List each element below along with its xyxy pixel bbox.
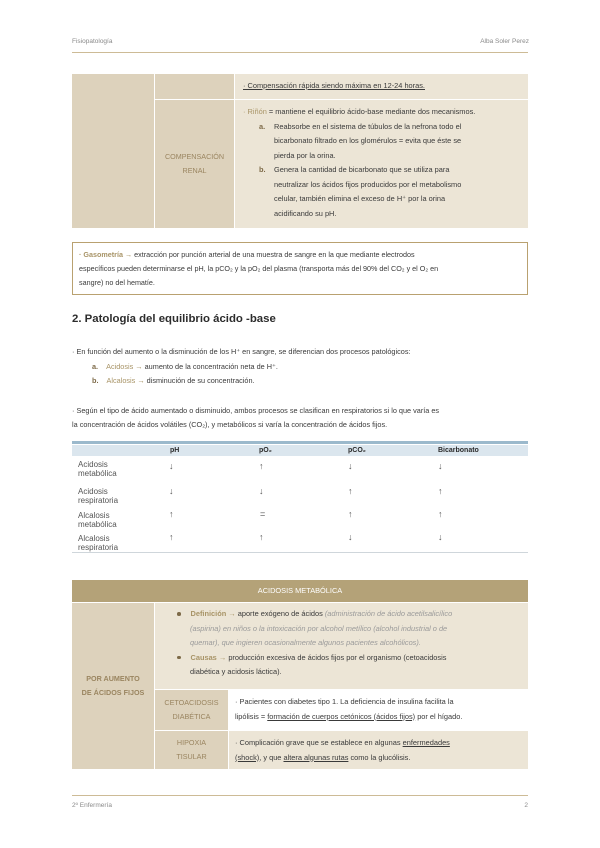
intro-item-b-marker: b. (92, 376, 99, 385)
row1-bicarb: ↓ (438, 461, 443, 471)
header-po2: pO₂ (259, 447, 272, 454)
renal-item-b-line1: Genera la cantidad de bicarbonato que se utiliza para (274, 165, 450, 174)
intro-line: · En función del aumento o la disminución de los H⁺ en sangre, se diferencian dos procesos patológicos: (72, 347, 411, 356)
causas-line2: diabética y acidosis láctica). (190, 667, 282, 676)
row1-label (78, 461, 117, 478)
row4-label (78, 535, 118, 552)
row4-ph: ↑ (169, 532, 174, 542)
renal-label-line2: RENAL (182, 166, 207, 175)
renal-table-empty-cell (155, 74, 234, 99)
row4-label-line1: Alcalosis (78, 534, 110, 543)
row2-po2: ↓ (259, 486, 264, 496)
renal-table-left-column (72, 74, 154, 228)
renal-item-b-line2: neutralizar los ácidos fijos producidos por el metabolismo (274, 179, 462, 189)
gasometria-box (72, 242, 528, 295)
row3-label (78, 512, 117, 529)
intro-item-a-marker: a. (92, 362, 99, 371)
definicion-italic-2: (aspirina) en niños o la intoxicación por alcohol metílico (alcohol industrial o de (190, 623, 448, 633)
header-bicarbonato: Bicarbonato (438, 447, 479, 454)
row3-label-line1: Alcalosis (78, 511, 110, 520)
row1-pco2: ↓ (348, 461, 353, 471)
row3-bicarb: ↑ (438, 509, 443, 519)
definicion-italic-3: quemar), que ingieren ocasionalmente algunos pacientes alcohólicos). (190, 638, 421, 647)
causas-line1: producción excesiva de ácidos fijos por el organismo (cetoacidosis (228, 652, 447, 662)
hipoxia-label (155, 731, 228, 769)
acidosis-title: ACIDOSIS METABÓLICA (72, 580, 528, 602)
hipoxia-label-line1: HIPOXIA (176, 737, 207, 747)
row3-label-line2: metabólica (78, 519, 117, 529)
row3-pco2: ↑ (348, 509, 353, 519)
row1-ph: ↓ (169, 461, 174, 471)
cetoacidosis-content (229, 690, 528, 730)
hipoxia-u2: (shock) (235, 752, 260, 762)
footer-left: 2º Enfermería (72, 802, 112, 809)
row2-label-line2: respiratoria (78, 495, 119, 505)
hipoxia-u3: altera algunas rutas (283, 752, 349, 762)
definicion-italic-1: (administración de ácido acetilsalicílico (324, 609, 453, 618)
intro-item-a (92, 360, 278, 374)
acid-base-table (72, 441, 528, 579)
row2-label-line1: Acidosis (78, 487, 108, 496)
row1-label-line1: Acidosis (78, 460, 108, 469)
acidosis-content (155, 603, 528, 689)
bullet-icon (177, 656, 181, 660)
footer-rule (72, 795, 528, 796)
row2-ph: ↓ (169, 486, 174, 496)
intro-item-b (92, 374, 255, 388)
renal-item-a-line3: pierda por la orina. (274, 150, 336, 160)
renal-content (235, 100, 528, 228)
renal-item-a-marker: a. (259, 121, 266, 131)
renal-label-line1: COMPENSACIÓN (164, 151, 225, 161)
row4-bicarb: ↓ (438, 532, 443, 542)
renal-item-a (243, 120, 520, 164)
acidosis-row-label-line2: DE ÁCIDOS FIJOS (81, 688, 145, 697)
row4-label-line2: respiratoria (78, 542, 119, 552)
acidosis-term: Acidosis → (106, 362, 143, 371)
header-pco2: pCO₂ (348, 447, 366, 454)
section-title: 2. Patología del equilibrio ácido -base (72, 313, 276, 325)
page-number: 2 (524, 802, 528, 809)
renal-first-row-text: · Compensación rápida siendo máxima en 12-24 horas. (243, 81, 425, 90)
hipoxia-u1: enfermedades (402, 738, 450, 747)
renal-item-b-line4: acidificando su pH. (274, 208, 337, 218)
definicion-text: aporte exógeno de ácidos (235, 609, 325, 618)
alcalosis-text: disminución de su concentración. (144, 376, 255, 385)
cetoacidosis-line2a: lipólisis = (235, 711, 268, 721)
arrow-icon: → (122, 250, 135, 259)
row1-po2: ↑ (259, 461, 264, 471)
table-top-border (72, 441, 528, 444)
acidosis-row-label-line1: POR AUMENTO (86, 673, 140, 683)
gasometria-line3: sangre) no del hematíe. (79, 278, 155, 287)
classification-line2: la concentración de ácidos volátiles (CO₂), y metabólicos si varía la concentración de ácidos fijos. (72, 420, 388, 429)
bullet-icon (177, 612, 181, 616)
classification-line1: · Según el tipo de ácido aumentado o disminuido, ambos procesos se clasifican en respiratorios si lo que varía es (72, 406, 440, 415)
hipoxia-text-b: , y que (259, 752, 284, 762)
renal-first-row (235, 74, 528, 99)
cetoacidosis-label-line1: CETOACIDOSIS (164, 697, 219, 707)
alcalosis-term: Alcalosis → (106, 376, 145, 385)
gasometria-line1: extracción por punción arterial de una muestra de sangre en la que mediante electrodos (134, 250, 415, 259)
cetoacidosis-label (155, 690, 228, 730)
header-right: Alba Soler Perez (480, 38, 529, 45)
row3-ph: ↑ (169, 509, 174, 519)
hipoxia-label-line2: TISULAR (176, 752, 207, 761)
renal-label (155, 100, 234, 228)
cetoacidosis-line2u: formación de cuerpos cetónicos (ácidos fijos) (267, 711, 416, 721)
gasometria-line2: específicos pueden determinarse el pH, la pCO₂ y la pO₂ del plasma (transporta más del 90% del CO₂ y el O₂ en (79, 264, 439, 273)
row3-po2: = (260, 509, 266, 519)
hipoxia-text-c: como la glucólisis. (348, 752, 411, 762)
acidosis-text: aumento de la concentración neta de H⁺. (142, 362, 278, 371)
renal-item-b (243, 163, 520, 221)
row4-po2: ↑ (259, 532, 264, 542)
hipoxia-text-a: · Complicación grave que se establece en algunas (235, 738, 403, 747)
table-bottom-border (72, 552, 528, 553)
gasometria-label: · Gasometría (79, 250, 123, 259)
header-rule (72, 52, 528, 53)
renal-item-a-line2: bicarbonato filtrado en los glomérulos = evita que éste se (274, 136, 462, 145)
causas-label: Causas → (190, 652, 227, 662)
header-left: Fisiopatología (72, 38, 113, 45)
renal-item-b-marker: b. (259, 165, 266, 174)
header-ph: pH (170, 447, 180, 454)
row4-pco2: ↓ (348, 532, 353, 542)
row2-label (78, 488, 118, 505)
rinon-label: · Riñón (243, 107, 267, 116)
cetoacidosis-line2b: por el hígado. (415, 711, 463, 721)
renal-item-b-line3: celular, también elimina el exceso de H⁺ por la orina (274, 194, 446, 203)
row2-bicarb: ↑ (438, 486, 443, 496)
definicion-label: Definición → (190, 609, 236, 618)
cetoacidosis-label-line2: DIABÉTICA (172, 712, 211, 721)
rinon-text: = mantiene el equilibrio ácido-base mediante dos mecanismos. (266, 107, 476, 116)
renal-item-a-line1: Reabsorbe en el sistema de túbulos de la nefrona todo el (274, 121, 462, 131)
row1-label-line2: metabólica (78, 468, 117, 478)
cetoacidosis-line1: · Pacientes con diabetes tipo 1. La deficiencia de insulina facilita la (235, 697, 454, 706)
acidosis-row-label (72, 603, 154, 769)
hipoxia-content (229, 731, 528, 769)
row2-pco2: ↑ (348, 486, 353, 496)
